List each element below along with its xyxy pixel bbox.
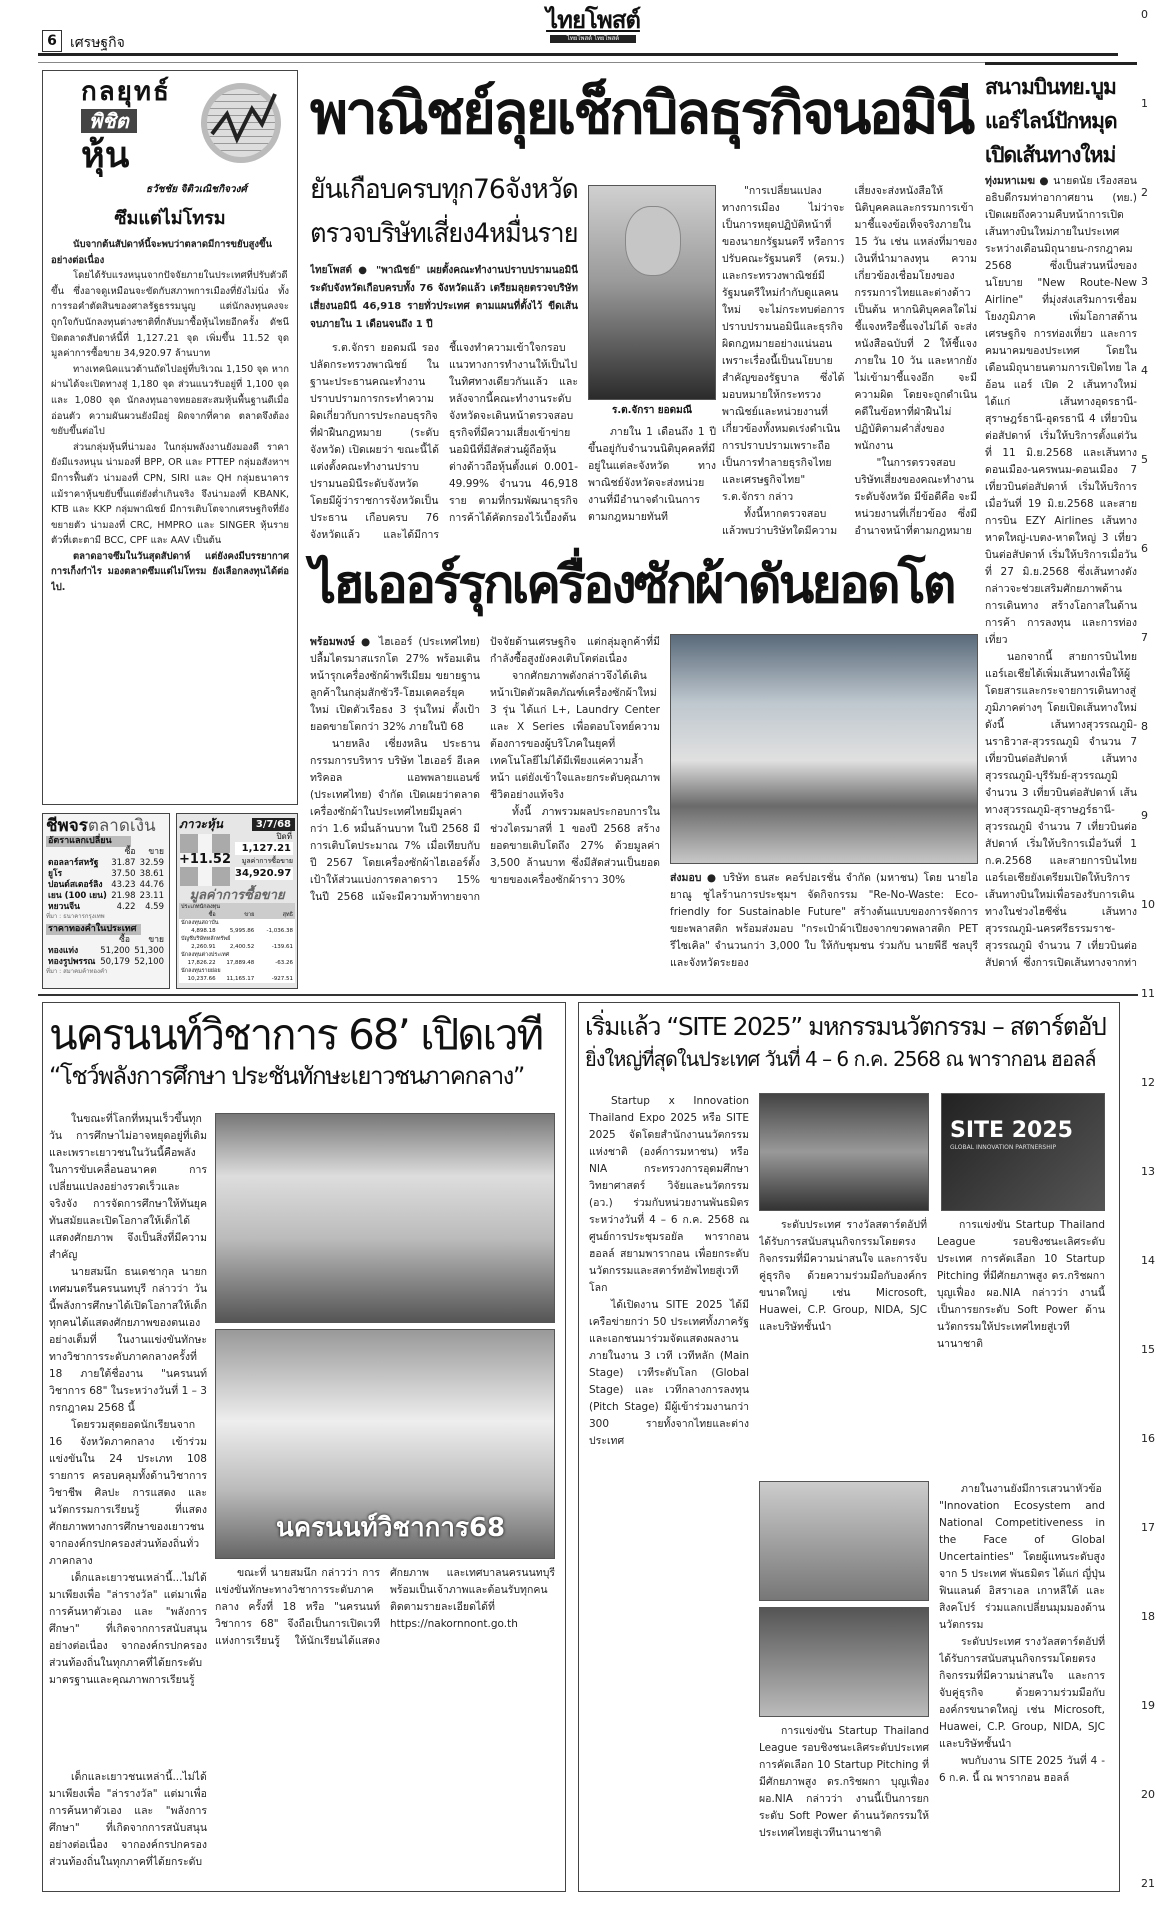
site-speaker-photo <box>759 1093 929 1211</box>
row-number: 21 <box>1141 1877 1155 1890</box>
table-cell: 5,995.86 <box>229 928 255 934</box>
table-row <box>179 919 295 927</box>
row-number: 16 <box>1141 1432 1155 1445</box>
ceremony-photo <box>670 634 978 864</box>
site-banner-photo: SITE 2025 GLOBAL INNOVATION PARTNERSHIP <box>941 1093 1105 1211</box>
cell-name: ดอลลาร์สหรัฐ <box>48 858 99 868</box>
cell-name: ยูโร <box>48 869 63 879</box>
table-row <box>179 943 295 951</box>
cell-sell: 32.59 <box>139 858 164 868</box>
cell-name: ปอนด์สเตอร์ลิง <box>48 880 103 890</box>
cell-buy: 31.87 <box>111 858 136 868</box>
site-booth-photo-1 <box>759 1481 929 1601</box>
site-body-col2: ระดับประเทศ รางวัลสตาร์ตอัปที่ได้รับการสนับสนุนกิจกรรมโดยตรง กิจกรรมที่มีความน่าสนใจ และการจับคู่ธุรกิจ ด้วยความร่วมมือกับองค์กรขนาดใหญ่ เช่น Microsoft, Huawei, C.P. Group, NIDA, SJC และบริษัทชั้นนำ การแข่งขัน Startup Thailand League รอบชิงชนะเลิศระดับประเทศ การคัดเลือก 10 Startup Pitching ที่มีศักยภาพสูง ดร.กริชผกา บุญเฟื่อง ผอ.NIA กล่าวว่า งานนี้เป็นการยกระดับ Soft Power ด้านนวัตกรรมให้ประเทศไทยสู่เวทีนานาชาติ <box>759 1219 1105 1350</box>
nakorn-body-right: ขณะที่ นายสมนึก กล่าวว่า การแข่งขันทักษะทางวิชาการระดับภาคกลาง ครั้งที่ 18 หรือ "นครนนท์วิชาการ 68" จึงถือเป็นการเปิดเวทีแห่งการเรียนรู้ ให้นักเรียนได้แสดงศักยภาพ และเทศบาลนครนนทบุรี พร้อมเป็นเจ้าภาพและต้อนรับทุกคน ติดตามรายละเอียดได้ที่ https://nakornnont.go.th <box>215 1567 555 1647</box>
table-cell: 4,898.18 <box>191 928 216 934</box>
haier-headline: ไฮเออร์รุกเครื่องซักผ้าดันยอดโต <box>310 555 954 615</box>
investor-type-cell: นักลงทุนรายย่อย <box>181 968 221 974</box>
row-number: 13 <box>1141 1165 1155 1178</box>
row-number: 7 <box>1141 631 1148 644</box>
cell-buy: 51,200 <box>100 946 130 956</box>
row-number: 11 <box>1141 987 1155 1000</box>
close-label: ปิดที่ <box>276 832 292 841</box>
row-number: 6 <box>1141 542 1148 555</box>
table-row <box>46 869 166 880</box>
gold-title: ราคาทองคำในประเทศ <box>46 924 141 935</box>
page-header <box>38 6 1118 56</box>
cell-buy: 50,179 <box>100 957 130 967</box>
money-market-box <box>42 813 170 989</box>
header-row <box>179 911 295 919</box>
official-portrait-photo <box>588 185 716 400</box>
table-row <box>46 957 166 968</box>
portrait-caption: ร.ต.จักรา ยอดมณี <box>611 405 693 416</box>
nominee-headline: พาณิชย์ลุยเช็กบิลธุรกิจนอมินี <box>310 79 973 147</box>
cell-sell: 4.59 <box>145 902 164 912</box>
header-row <box>179 903 295 911</box>
column-header: ประเภทนักลงทุน <box>181 904 221 910</box>
row-number: 14 <box>1141 1254 1155 1267</box>
stock-summary-box <box>176 813 298 989</box>
site-subheadline: ยิ่งใหญ่ที่สุดในประเทศ วันที่ 4 – 6 ก.ค. 2568 ณ พารากอน ฮอลล์ <box>585 1046 1096 1071</box>
table-row <box>179 951 295 959</box>
row-number: 18 <box>1141 1610 1155 1623</box>
section-name: เศรษฐกิจ <box>70 35 125 51</box>
row-number: 8 <box>1141 720 1148 733</box>
cell-sell: 44.76 <box>139 880 164 890</box>
gold-table: ซื้อ ขาย ทองแท่ง 51,200 51,300 ทองรูปพรรณ 50,179 52,100 <box>48 935 164 967</box>
nakorn-body-left: ในขณะที่โลกที่หมุนเร็วขึ้นทุกวัน การศึกษาไม่อาจหยุดอยู่ที่เดิมและเพราะเยาวชนในวันนี้คือพลังในการขับเคลื่อนอนาคต การเปลี่ยนแปลงอย่างรวดเร็วและจริงจัง การจัดการศึกษาให้ทันยุค ทันสมัยและเปิดโอกาสให้เด็กได้แสดงศักยภาพ จึงเป็นสิ่งที่มีความสำคัญ นายสมนึก ธนเดชากุล นายกเทศมนตรีนครนนทบุรี กล่าวว่า วันนี้พลังการศึกษาได้เปิดโอกาสให้เด็กทุกคนได้แสดงศักยภาพของตนเองอย่างเต็มที่ ในงานแข่งขันทักษะทางวิชาการระดับภาคกลางครั้งที่ 18 ภายใต้ชื่องาน "นครนนท์วิชาการ 68" ในระหว่างวันที่ 1 – 3 กรกฎาคม 2568 นี้ โดยรวมสุดยอดนักเรียนจาก 16 จังหวัดภาคกลาง เข้าร่วมแข่งขันใน 24 ประเภท 108 รายการ ครอบคลุมทั้งด้านวิชาการ วิชาชีพ ศิลปะ การแสดง และนวัตกรรมการเรียนรู้ ที่แสดงศักยภาพทางการศึกษาของเยาวชนจากองค์กรปกครองส่วนท้องถิ่นทั่วภาคกลาง เด็กและเยาวชนเหล่านี้...ไม่ได้มาเพียงเพื่อ "ล่ารางวัล" แต่มาเพื่อการค้นหาตัวเอง และ "พลังการศึกษา" ที่เกิดจากการสนับสนุนอย่างต่อเนื่อง จากองค์กรปกครองส่วนท้องถิ่นในทุกภาคที่ได้ยกระดับมาตรฐานและคุณภาพการเรียนรู้ <box>49 1113 207 1686</box>
nakorn-subheadline: “โชว์พลังการศึกษา ประชันทักษะเยาวชนภาคกลาง” <box>49 1062 524 1091</box>
column-header: ขาย <box>244 912 255 918</box>
site-body-col1: Startup x Innovation Thailand Expo 2025 หรือ SITE 2025 จัดโดยสำนักงานนวัตกรรมแห่งชาติ (องค์การมหาชน) หรือ NIA กระทรวงการอุดมศึกษา วิทยาศาสตร์ วิจัยและนวัตกรรม (อว.) ร่วมกับหน่วยงานพันธมิตร ระหว่างวันที่ 4 – 6 ก.ค. 2568 ณ ศูนย์การประชุมรอยัล พารากอน ฮอลล์ สยามพารากอน เพื่อยกระดับนวัตกรรมและสตาร์ทอัพไทยสู่เวทีโลก ได้เปิดงาน SITE 2025 ได้มีเครือข่ายกว่า 50 ประเทศทั้งภาครัฐและเอกชนมาร่วมจัดแสดงผลงานภายในงาน 3 เวที เวทีหลัก (Main Stage) เวทีระดับโลก (Global Stage) และ เวทีกลางการลงทุน (Pitch Stage) มีผู้เข้าร่วมงานกว่า 300 รายทั้งจากไทยและต่างประเทศ <box>589 1095 749 1447</box>
cell-sell: 38.61 <box>139 869 164 879</box>
column-header: ซื้อ <box>208 912 216 918</box>
row-number: 1 <box>1141 97 1148 110</box>
cell-sell: 52,100 <box>134 957 164 967</box>
nakorn-body-bottom: เด็กและเยาวชนเหล่านี้...ไม่ได้มาเพียงเพื่อ "ล่ารางวัล" แต่มาเพื่อการค้นหาตัวเอง และ "พลังการศึกษา" ที่เกิดจากการสนับสนุนอย่างต่อเนื่อง จากองค์กรปกครองส่วนท้องถิ่นในทุกภาคที่ได้ยกระดับ <box>49 1771 207 1868</box>
market-title: ชีพจรตลาดเงิน <box>46 816 156 836</box>
airport-headline-1: สนามบินทย.บูม <box>985 75 1116 99</box>
investor-type-cell: นักลงทุนต่างประเทศ <box>181 952 230 958</box>
table-cell: -927.51 <box>271 976 293 982</box>
row-number: 2 <box>1141 186 1148 199</box>
nominee-lead: ไทยโพสต์ ● "พาณิชย์" เผยตั้งคณะทำงานปราบปรามนอมินีระดับจังหวัดเกือบครบทั้ง 76 จังหวัดแล้ว เตรียมลุยตรวจบริษัทเสี่ยงนอมินี 46,918 รายทั่วประเทศ ตามแผนที่ตั้งไว้ ขีดเส้นจบภายใน 1 เดือนจนถึง 1 ปี <box>310 265 578 330</box>
site-body-col4: ภายในงานยังมีการเสวนาหัวข้อ "Innovation Ecosystem and National Competitiveness in the Face of Global Uncertainties" โดยผู้แทนระดับสูงจาก 5 ประเทศ พันธมิตร ได้แก่ ญี่ปุ่น ฟินแลนด์ อิสราเอล เกาหลีใต้ และสิงคโปร์ ร่วมแลกเปลี่ยนมุมมองด้านนวัตกรรม ระดับประเทศ รางวัลสตาร์ตอัปที่ได้รับการสนับสนุนกิจกรรมโดยตรง กิจกรรมที่มีความน่าสนใจ และการจับคู่ธุรกิจ ด้วยความร่วมมือกับองค์กรขนาดใหญ่ เช่น Microsoft, Huawei, C.P. Group, NIDA, SJC และบริษัทชั้นนำ พบกับงาน SITE 2025 วันที่ 4 - 6 ก.ค. นี้ ณ พารากอน ฮอลล์ <box>939 1483 1105 1784</box>
haier-body: พร้อมพงษ์ ● ไฮเออร์ (ประเทศไทย) ปลื้มไตรมาสแรกโต 27% พร้อมเดินหน้ารุกเครื่องซักผ้าพรีเมียม ขยายฐานลูกค้าในกลุ่มสักซัวรี-โฮมเดคอร์ยุคใหม่ เปิดตัวเรือธง 3 รุ่นใหม่ ตั้งเป้ายอดขายโตกว่า 32% ภายในปี 68 นายหลิง เซี่ยงหลิน ประธานกรรมการบริหาร บริษัท ไฮเออร์ อีเลคทริคอล แอพพลายแอนซ์ (ประเทศไทย) จำกัด เปิดเผยว่าตลาดเครื่องซักผ้าในประเทศไทยมีมูลค่ากว่า 1.6 หมื่นล้านบาท ในปี 2568 มีการเติบโตประมาณ 7% เมื่อเทียบกับปี 2567 โดยเครื่องซักผ้าไฮเออร์ตั้งเป้าให้ส่วนแบ่งการตลาดราว 15% ในปี 2568 แม้จะมีความท้าทายจากปัจจัยด้านเศรษฐกิจ แต่กลุ่มลูกค้าที่มีกำลังซื้อสูงยังคงเติบโตต่อเนื่อง จากศักยภาพดังกล่าวจึงได้เดินหน้าเปิดตัวผลิตภัณฑ์เครื่องซักผ้าใหม่ 3 รุ่น ได้แก่ L+, Laundry Center และ X Series เพื่อตอบโจทย์ความต้องการของผู้บริโภคในยุคที่เทคโนโลยีไม่ได้มีเพียงแค่ความล้ำหน้า แต่ยังเข้าใจและยกระดับคุณภาพชีวิตอย่างแท้จริง ทั้งนี้ ภาพรวมผลประกอบการในช่วงไตรมาสที่ 1 ของปี 2568 สร้างยอดขายเติบโตถึง 27% ด้วยมูลค่า 3,500 ล้านบาท ซึ่งมีสัดส่วนเป็นยอดขายของเครื่องซักผ้าราว 30% <box>310 636 660 903</box>
students-photo-1 <box>215 1113 555 1323</box>
fx-table: ซื้อ ขาย ดอลลาร์สหรัฐ 31.87 32.59 ยูโร 37.50 38.61 ปอนด์สเตอร์ลิง 43.23 44.76 เยน (100 เยน) 21.98 23.11 หยวนจีน 4.22 4.59 <box>48 847 164 912</box>
table-row <box>46 902 166 913</box>
table-row <box>179 935 295 943</box>
site-headline: เริ่มแล้ว “SITE 2025” มหกรรมนวัตกรรม – สตาร์ตอัป <box>585 1012 1106 1041</box>
value-label: มูลค่าการซื้อขาย <box>241 857 293 865</box>
stock-column-box <box>42 70 298 805</box>
page-number: 6 <box>42 30 62 52</box>
header-rule <box>38 62 1118 63</box>
row-number: 17 <box>1141 1521 1155 1534</box>
airport-story: สนามบินทย.บูม แอร์ไลน์ปักหมุด เปิดเส้นทางใหม่ ทุ่งมหาเมฆ ● นายดนัย เรืองสอน อธิบดีกรมท่าอากาศยาน (ทย.) เปิดเผยถึงความคืบหน้าการเปิดเส้นทางบินใหม่ภายในประเทศ ระหว่างเดือนมิถุนายน-กรกฎาคม 2568 ซึ่งเป็นส่วนหนึ่งของนโยบาย "New Route-New Airline" ที่มุ่งส่งเสริมการเชื่อมโยงภูมิภาค เพิ่มโอกาสด้านเศรษฐกิจ การท่องเที่ยว และการคมนาคมของประเทศ โดยในเดือนมิถุนายนตามการเปิดไทย ไลอ้อน แอร์ เปิด 2 เส้นทางใหม่ ได้แก่ เส้นทางอุดรธานี-สุราษฎร์ธานี-อุดรธานี 4 เที่ยวบินต่อสัปดาห์ เริ่มให้บริการตั้งแต่วันที่ 11 มิ.ย.2568 และเส้นทางดอนเมือง-นครพนม-ดอนเมือง 7 เที่ยวบินต่อสัปดาห์ เริ่มให้บริการเมื่อวันที่ 19 มิ.ย.2568 และสายการบิน EZY Airlines เส้นทางหาดใหญ่-เบตง-หาดใหญ่ 3 เที่ยวบินต่อสัปดาห์ เริ่มให้บริการเมื่อวันที่ 27 มิ.ย.2568 ซึ่งเส้นทางดังกล่าวจะช่วยเสริมศักยภาพด้านการเดินทาง สร้างโอกาสในด้านการค้า การลงทุน และการท่องเที่ยว นอกจากนี้ สายการบินไทยแอร์เอเชียได้เพิ่มเส้นทางเพื่อให้ผู้โดยสารและกระจายการเดินทางสู่ภูมิภาคต่างๆ โดยเปิดเส้นทางใหม่ ดังนี้ เส้นทางสุวรรณภูมิ-นราธิวาส-สุวรรณภูมิ จำนวน 7 เที่ยวบินต่อสัปดาห์ เส้นทางสุวรรณภูมิ-บุรีรัมย์-สุวรรณภูมิ จำนวน 3 เที่ยวบินต่อสัปดาห์ เส้นทางสุวรรณภูมิ-สุราษฎร์ธานี-สุวรรณภูมิ จำนวน 7 เที่ยวบินต่อสัปดาห์ เริ่มให้บริการเมื่อวันที่ 1 ก.ค.2568 และสายการบินไทยแอร์เอเชียยังเตรียมเปิดให้บริการเส้นทางบินใหม่เพื่อรองรับการเดินทางในช่วงไฮซีซั่น เส้นทางสุวรรณภูมิ-นครศรีธรรมราช-สุวรรณภูมิ จำนวน 7 เที่ยวบินต่อสัปดาห์ ซึ่งการเปิดเส้นทางจากท่า <box>985 62 1137 990</box>
nakorn-headline: นครนนท์วิชาการ 68’ เปิดเวที <box>49 1010 543 1059</box>
nominee-body-right: "การเปลี่ยนแปลงทางการเมือง ไม่ว่าจะเป็นการหยุดปฏิบัติหน้าที่ของนายกรัฐมนตรี หรือการปรับคณะรัฐมนตรี (ครม.) และกระทรวงพาณิชย์มีรัฐมนตรีใหม่กำกับดูแลคนใหม่ จะไม่กระทบต่อการปราบปรามนอมินีและธุรกิจผิดกฎหมายอย่างแน่นอน เพราะเรื่องนี้เป็นนโยบายสำคัญของรัฐบาล ซึ่งได้มอบหมายให้กระทรวงพาณิชย์และหน่วยงานที่เกี่ยวข้องทั้งหมดเร่งดำเนินการปราบปรามเพราะถือเป็นการทำลายธุรกิจไทย และเศรษฐกิจไทย" ร.ต.จักรา กล่าว ทั้งนี้หากตรวจสอบแล้วพบว่าบริษัทใดมีความเสี่ยงจะส่งหนังสือให้นิติบุคคลและกรรมการเข้ามาชี้แจงข้อเท็จจริงภายใน 15 วัน เช่น แหล่งที่มาของเงินที่นำมาลงทุน ความเกี่ยวข้องเชื่อมโยงของกรรมการไทยและต่างด้าว เป็นต้น หากนิติบุคคลใดไม่ชี้แจงหรือชี้แจงไม่ได้ จะส่งหนังสือฉบับที่ 2 ให้ชี้แจงภายใน 10 วัน และหากยังไม่เข้ามาชี้แจงอีก จะมีความผิด โดยจะถูกดำเนินคดีในข้อหาที่ฝ่าฝืนไม่ปฏิบัติตามคำสั่งของพนักงาน "ในการตรวจสอบบริษัทเสี่ยงของคณะทำงานระดับจังหวัด มีข้อดีคือ จะมีหน่วยงานที่เกี่ยวข้อง ซึ่งมีอำนาจหน้าที่ตามกฎหมาย <box>722 185 977 537</box>
cell-name: ทองรูปพรรณ <box>48 957 96 967</box>
table-row <box>46 880 166 891</box>
index-close: 1,127.21 <box>235 842 293 855</box>
column-title: ซึมแต่ไม่โทรม <box>114 208 226 229</box>
nominee-body-left: ร.ต.จักรา ยอดมณี รองปลัดกระทรวงพาณิชย์ ในฐานะประธานคณะทำงานปราบปรามการกระทำความผิดเกี่ยวกับการประกอบธุรกิจที่ฝ่าฝืนกฎหมาย (ระดับจังหวัด) เปิดเผยว่า ขณะนี้ได้แต่งตั้งคณะทำงานปราบปรามนอมินีระดับจังหวัด โดยมีผู้ว่าราชการจังหวัดเป็นประธาน เกือบครบ 76 จังหวัดแล้ว และได้มีการชี้แจงทำความเข้าใจกรอบแนวทางการทำงานให้เป็นไปในทิศทางเดียวกันแล้ว และหลังจากนี้คณะทำงานระดับจังหวัดจะเดินหน้าตรวจสอบธุรกิจที่มีความเสี่ยงเข้าข่ายนอมินีที่มีสัดส่วนผู้ถือหุ้นต่างด้าวถือหุ้นตั้งแต่ 0.001-49.99% จำนวน 46,918 ราย ตามที่กรมพัฒนาธุรกิจการค้าได้คัดกรองไว้เบื้องต้น <box>310 342 578 541</box>
investor-type-cell: นักลงทุนสถาบัน <box>181 920 219 926</box>
cell-name: ทองแท่ง <box>48 946 79 956</box>
table-row <box>179 927 295 935</box>
fx-source: ที่มา : ธนาคารกรุงเทพ <box>46 913 105 920</box>
ceremony-caption: ส่งมอบ ● บริษัท ธนสะ คอร์ปอเรชั่น จำกัด (มหาชน) โดย นายไอยาณู ชูไลร้านการประชุมฯ จัดกิจกรรม "Re-No-Waste: Eco-friendly for Sustainable Future" สร้างต้นแบบของการจัดการขยะพลาสติก พร้อมส่งมอบ "กระเป๋าผ้าเปียงจากขวดพลาสติก PET รีไซเคิล" จำนวนกว่า 3,000 ใบ ให้กับชุมชน ร่วมกับ นายพีธี ชลบุรี และจังหวัดระยอง <box>670 872 978 969</box>
table-cell: 2,260.91 <box>191 944 216 950</box>
section-divider <box>38 994 1138 996</box>
row-number: 12 <box>1141 1076 1155 1089</box>
investor-table-title: มูลค่าการซื้อขาย <box>189 888 285 903</box>
chart-circle-icon <box>201 83 281 163</box>
nominee-body-mid: ภายใน 1 เดือนถึง 1 ปี ขึ้นอยู่กับจำนวนนิติบุคคลที่มีอยู่ในแต่ละจังหวัด ทางพาณิชย์จังหวัดจะส่งหน่วยงานที่มีอำนาจดำเนินการตามกฎหมายทันที <box>588 426 716 523</box>
table-cell: 17,889.48 <box>226 960 255 966</box>
site-2025-box <box>578 1002 1120 1892</box>
table-row <box>179 959 295 967</box>
cell-name: หยวนจีน <box>48 902 80 912</box>
cell-buy: 4.22 <box>116 902 136 912</box>
row-number: 9 <box>1141 809 1148 822</box>
stock-title: ภาวะหุ้น <box>179 817 223 831</box>
site-body-col3: การแข่งขัน Startup Thailand League รอบชิงชนะเลิศระดับประเทศ การคัดเลือก 10 Startup Pitching ที่มีศักยภาพสูง ดร.กริชผกา บุญเฟื่อง ผอ.NIA กล่าวว่า งานนี้เป็นการยกระดับ Soft Power ด้านนวัตกรรมให้ประเทศไทยสู่เวทีนานาชาติ <box>759 1725 929 1839</box>
table-row <box>46 946 166 957</box>
table-cell: -1,036.38 <box>266 928 293 934</box>
table-cell: -63.26 <box>275 960 293 966</box>
cell-name: เยน (100 เยน) <box>48 891 107 901</box>
row-number: 19 <box>1141 1699 1155 1712</box>
fx-title: อัตราแลกเปลี่ยน <box>46 836 131 847</box>
nominee-subheadline-2: ตรวจบริษัทเสี่ยง4หมื่นราย <box>310 218 578 249</box>
column-body: นับจากต้นสัปดาห์นี้จะพบว่าตลาดมีการขยับสูงขึ้นอย่างต่อเนื่อง โดยได้รับแรงหนุนจากปัจจัยภายในประเทศที่ปรับตัวดีขึ้น ซึ่งอาจดูเหมือนจะขัดกับสภาพการเมืองที่ยังไม่นิ่ง ทั้งการรอคำตัดสินของศาลรัฐธรรมนูญ แต่นักลงทุนคงจะถูกใจกับนักลงทุนต่างชาติที่กลับมาซื้อหุ้นไทยอีกครั้ง ดัชนีปิดตลาดสัปดาห์นี้ที่ 1,127.21 จุด เพิ่มขึ้น 11.52 จุด มูลค่าการซื้อขาย 34,920.97 ล้านบาท ทางเทคนิคแนวต้านถัดไปอยู่ที่บริเวณ 1,150 จุด หากผ่านได้จะเปิดทางสู่ 1,180 จุด ส่วนแนวรับอยู่ที่ 1,100 จุด และ 1,080 จุด นักลงทุนอาจทยอยสะสมหุ้นพื้นฐานดีเมื่ออ่อนตัว ความผันผวนยังมีอยู่ ผิดจากที่คาด ตลาดจึงต้องขยับขึ้นต่อไป ส่วนกลุ่มหุ้นที่น่ามอง ในกลุ่มพลังงานยังมองดี ราคายังมีแรงหนุน น่ามองที่ BPP, OR และ PTTEP กลุ่มอสังหาฯ มีการฟื้นตัว น่ามองที่ CPN, SIRI และ QH กลุ่มธนาคาร แม้ราคาหุ้นขยับขึ้นแต่ยังต่ำเกินจริง จึงน่ามองที่ KBANK, KTB และ KKP กลุ่มพาณิชย์ มีการเติบโตจากเศรษฐกิจที่ยังขยายตัว น่ามองที่ CRC, HMPRO และ SINGER หุ้นรายตัวที่เตะตามี BCC, CPF และ AAV เป็นต้น ตลาดอาจซึมในวันสุดสัปดาห์ แต่ยังคงมีบรรยากาศการเก็งกำไร มองตลาดซึมแต่ไม่โทรม ยังเลือกลงทุนได้ต่อไป. <box>51 239 289 594</box>
row-number: 4 <box>1141 364 1148 377</box>
table-row <box>46 891 166 902</box>
investor-type-cell: บัญชีบริษัทหลักทรัพย์ <box>181 936 231 942</box>
table-cell: 10,237.66 <box>187 976 216 982</box>
cell-buy: 37.50 <box>111 869 136 879</box>
row-number: 20 <box>1141 1788 1155 1801</box>
nakorn-advertorial-box <box>42 1002 566 1892</box>
cell-sell: 51,300 <box>134 946 164 956</box>
gold-source: ที่มา : สมาคมค้าทองคำ <box>46 968 108 975</box>
trade-value: 34,920.97 <box>235 868 292 879</box>
index-change: +11.52 <box>179 852 232 867</box>
students-photo-2: นครนนท์วิชาการ68 <box>215 1329 555 1559</box>
investor-table <box>179 903 295 983</box>
cell-buy: 21.98 <box>111 891 136 901</box>
row-number: 0 <box>1141 8 1148 21</box>
row-number: 10 <box>1141 898 1155 911</box>
table-row <box>179 975 295 983</box>
cell-buy: 43.23 <box>111 880 136 890</box>
row-number: 15 <box>1141 1343 1155 1356</box>
table-cell: 17,826.22 <box>187 960 216 966</box>
cell-sell: 23.11 <box>139 891 164 901</box>
column-logo: กลยุทธ์ พิชิต หุ้น ธวัชชัย จิติวเณิชกิจวงศ์ <box>51 77 289 199</box>
airport-headline-3: เปิดเส้นทางใหม่ <box>985 143 1116 168</box>
table-row <box>46 858 166 869</box>
site-booth-photo-2 <box>759 1607 929 1717</box>
table-row <box>179 967 295 975</box>
row-number: 5 <box>1141 453 1148 466</box>
table-cell: 11,165.17 <box>226 976 255 982</box>
table-cell: -139.61 <box>271 944 293 950</box>
plus-icon <box>180 834 230 886</box>
airport-headline-2: แอร์ไลน์ปักหมุด <box>985 109 1117 134</box>
table-cell: 2,400.52 <box>229 944 255 950</box>
newspaper-logo: ไทยโพสต์ ไทยโพสต์ ไทยโพสต์ <box>546 6 640 42</box>
row-number: 3 <box>1141 275 1148 288</box>
nominee-subheadline-1: ยันเกือบครบทุก76จังหวัด <box>310 174 578 205</box>
stock-date: 3/7/68 <box>252 818 295 831</box>
column-header: สุทธิ <box>282 912 293 918</box>
